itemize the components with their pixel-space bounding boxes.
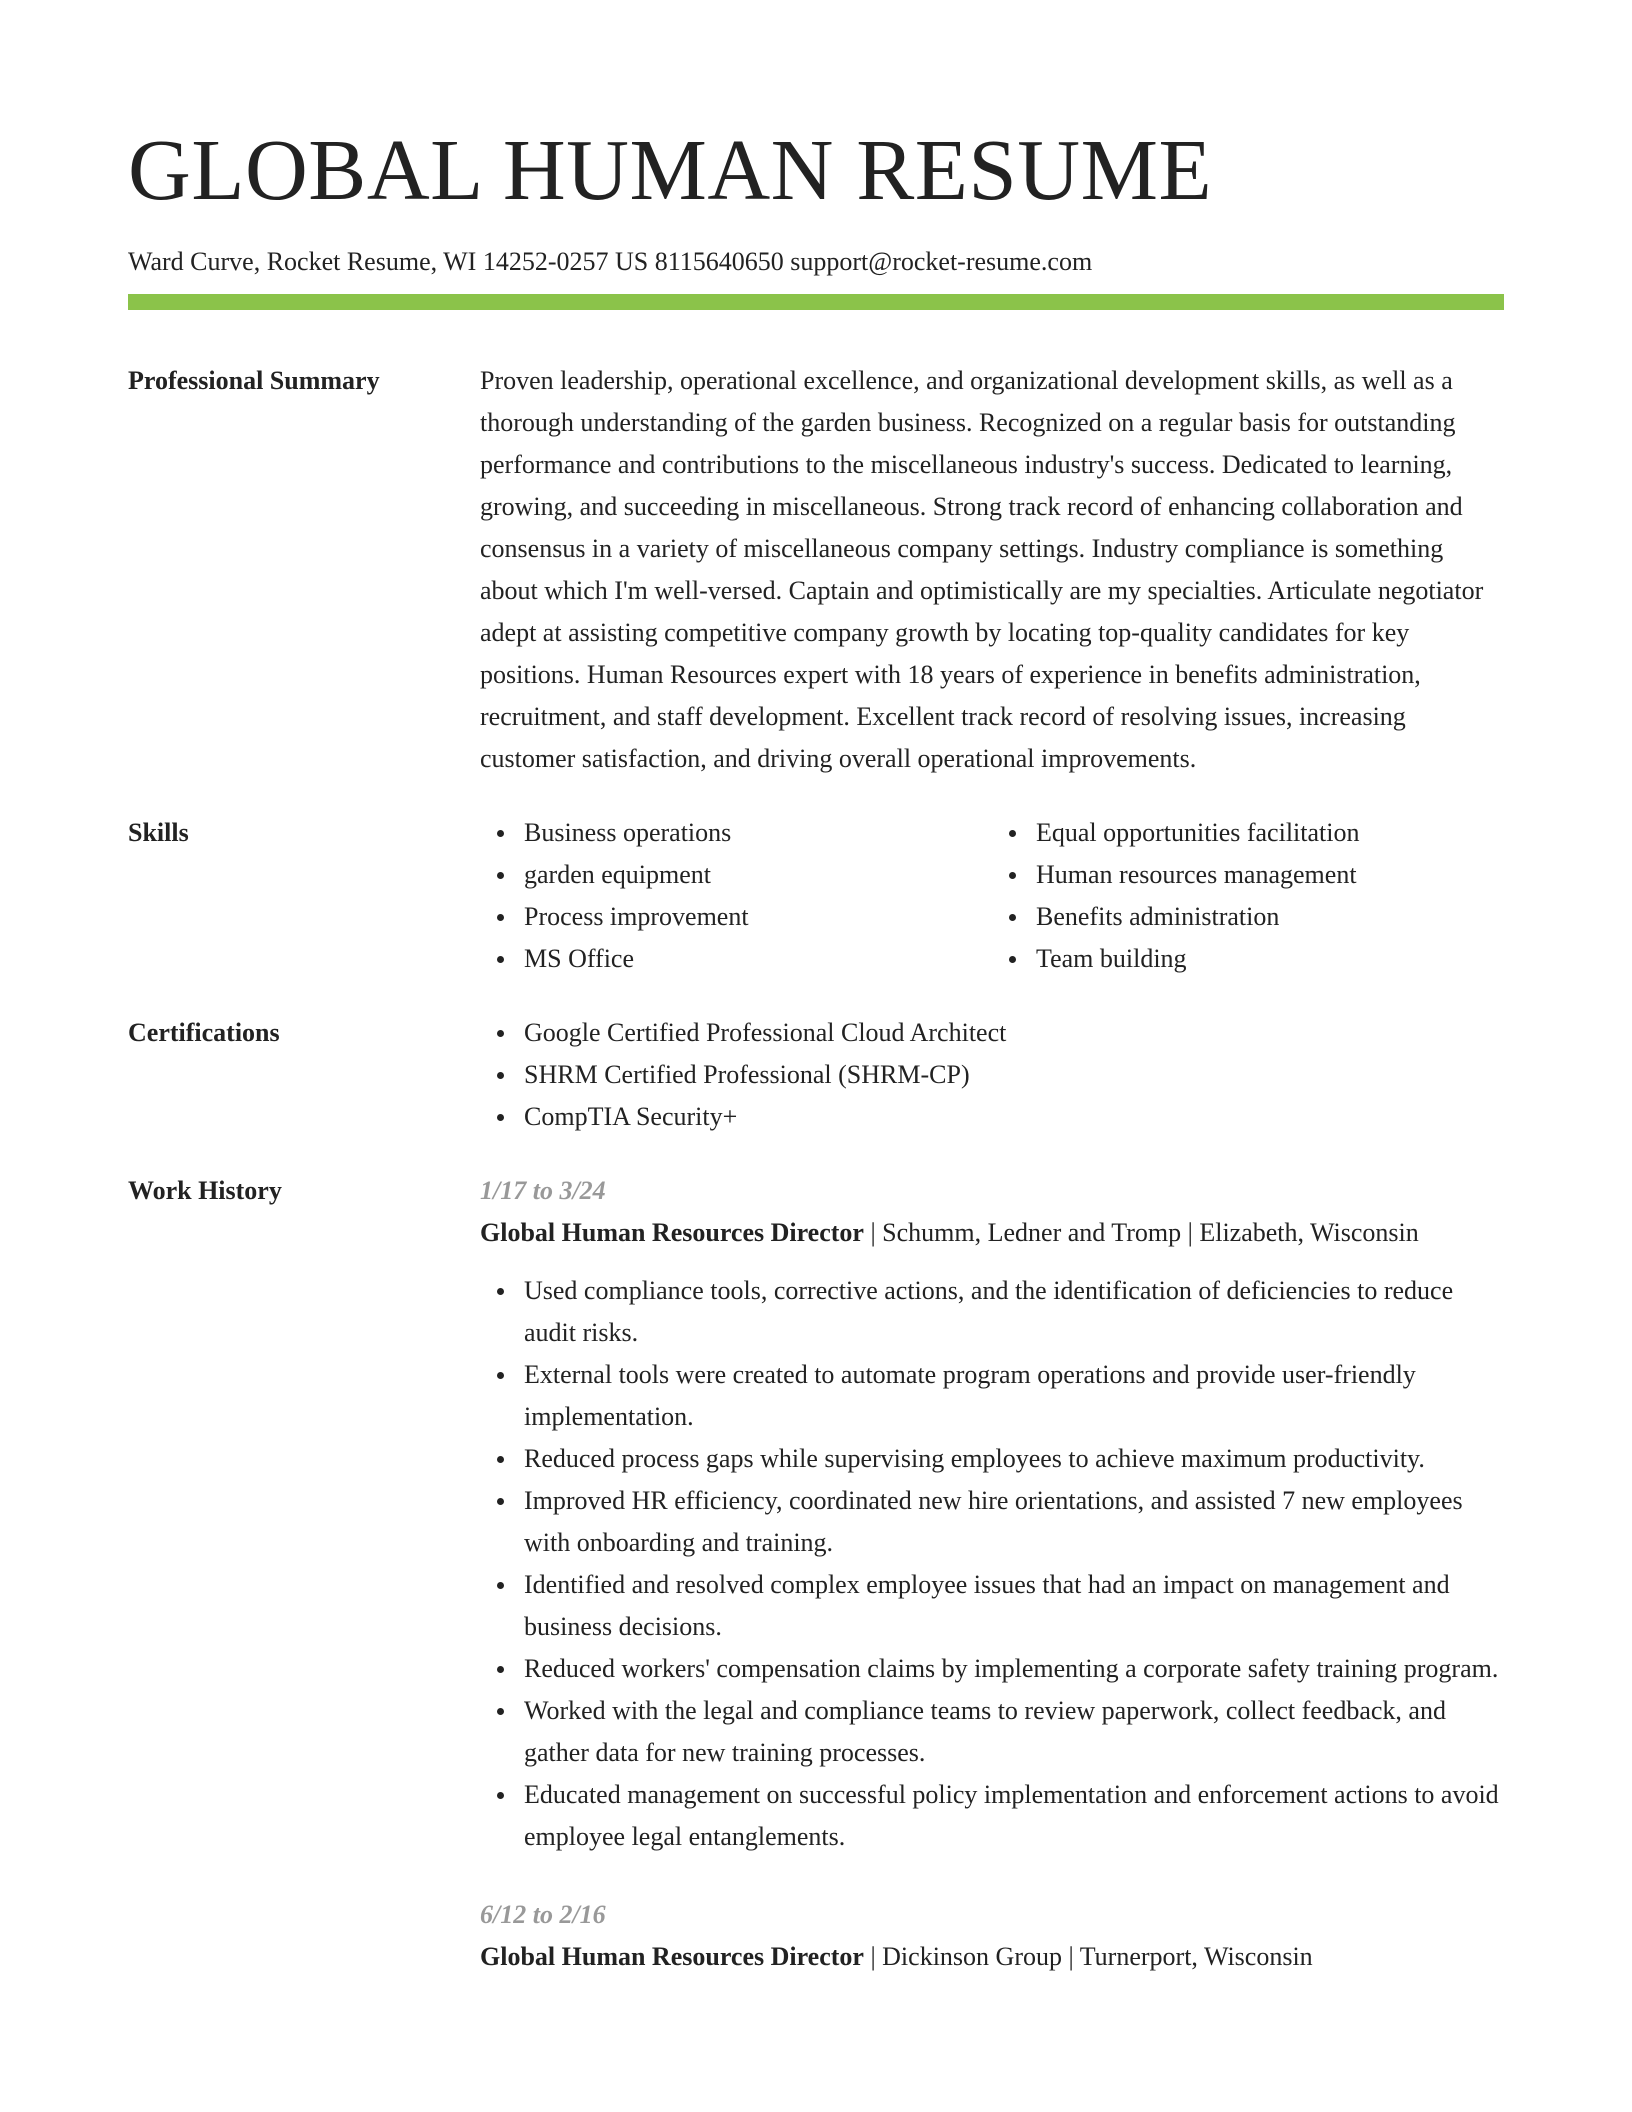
job-bullet: Reduced process gaps while supervising employees to achieve maximum productivity. <box>524 1438 1504 1480</box>
job-title: Global Human Resources Director <box>480 1218 864 1247</box>
skills-list-right <box>992 812 1504 980</box>
contact-info: Ward Curve, Rocket Resume, WI 14252-0257 US 8115640650 support@rocket-resume.com <box>128 247 1093 276</box>
job-bullet: Identified and resolved complex employee issues that had an impact on management and business decisions. <box>524 1564 1504 1648</box>
job-title: Global Human Resources Director <box>480 1942 864 1971</box>
job-responsibilities <box>480 1270 1504 1858</box>
skill-item: MS Office <box>524 938 992 980</box>
certification-item: SHRM Certified Professional (SHRM-CP) <box>524 1054 1504 1096</box>
job-heading <box>480 1212 1504 1254</box>
professional-summary-section <box>128 360 1504 780</box>
job-bullet: Used compliance tools, corrective actions, and the identification of deficiencies to reduce audit risks. <box>524 1270 1504 1354</box>
job-bullet: Educated management on successful policy implementation and enforcement actions to avoid employee legal entanglements. <box>524 1774 1504 1858</box>
section-label-certifications: Certifications <box>128 1018 280 1047</box>
certifications-list <box>480 1012 1504 1138</box>
work-history-section <box>128 1170 1504 1978</box>
resume-title: GLOBAL HUMAN RESUME <box>128 121 1213 218</box>
job-entry <box>480 1170 1504 1858</box>
summary-text: Proven leadership, operational excellence, and organizational development skills, as well as a thorough understanding of the garden business. Recognized on a regular basis for outstanding performance and contributions to the miscellaneous industry's success. Dedicated to learning, growing, and succeeding in miscellaneous. Strong track record of enhancing collaboration and consensus in a variety of miscellaneous company settings. Industry compliance is something about which I'm well-versed. Captain and optimistically are my specialties. Articulate negotiator adept at assisting competitive company growth by locating top-quality candidates for key positions. Human Resources expert with 18 years of experience in benefits administration, recruitment, and staff development. Excellent track record of resolving issues, increasing customer satisfaction, and driving overall operational improvements. <box>480 366 1484 773</box>
skills-section <box>128 812 1504 980</box>
certifications-section <box>128 1012 1504 1138</box>
skill-item: Process improvement <box>524 896 992 938</box>
skill-item: garden equipment <box>524 854 992 896</box>
job-bullet: Reduced workers' compensation claims by implementing a corporate safety training program. <box>524 1648 1504 1690</box>
job-dates: 1/17 to 3/24 <box>480 1176 606 1205</box>
job-bullet: External tools were created to automate program operations and provide user-friendly implementation. <box>524 1354 1504 1438</box>
certification-item: CompTIA Security+ <box>524 1096 1504 1138</box>
skill-item: Business operations <box>524 812 992 854</box>
skill-item: Benefits administration <box>1036 896 1504 938</box>
skill-item: Human resources management <box>1036 854 1504 896</box>
skill-item: Equal opportunities facilitation <box>1036 812 1504 854</box>
accent-divider <box>128 294 1504 310</box>
skills-list-left <box>480 812 992 980</box>
section-label-skills: Skills <box>128 818 189 847</box>
skill-item: Team building <box>1036 938 1504 980</box>
section-label-work-history: Work History <box>128 1176 282 1205</box>
job-dates: 6/12 to 2/16 <box>480 1900 606 1929</box>
job-bullet: Worked with the legal and compliance teams to review paperwork, collect feedback, and gather data for new training processes. <box>524 1690 1504 1774</box>
job-employer-location: | Schumm, Ledner and Tromp | Elizabeth, Wisconsin <box>863 1218 1419 1247</box>
job-employer-location: | Dickinson Group | Turnerport, Wisconsin <box>863 1942 1313 1971</box>
section-label-summary: Professional Summary <box>128 366 380 395</box>
resume-page <box>128 0 1504 1978</box>
job-bullet: Improved HR efficiency, coordinated new hire orientations, and assisted 7 new employees with onboarding and training. <box>524 1480 1504 1564</box>
job-heading <box>480 1936 1504 1978</box>
job-entry <box>480 1894 1504 1978</box>
certification-item: Google Certified Professional Cloud Architect <box>524 1012 1504 1054</box>
